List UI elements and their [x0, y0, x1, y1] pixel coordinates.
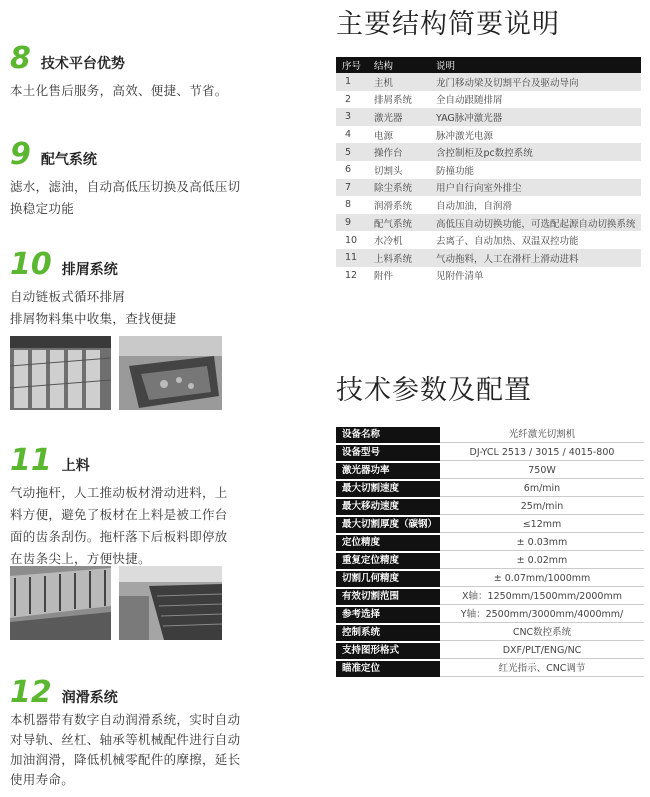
row-number: 6: [336, 161, 368, 179]
feature-9: [10, 137, 241, 220]
row-description: 防撞功能: [430, 161, 641, 179]
spec-row: [336, 481, 644, 499]
table-row: [336, 249, 641, 267]
row-description: 自动加油，自润滑: [430, 196, 641, 214]
table-row: [336, 73, 641, 91]
table-row: [336, 143, 641, 161]
specs-table: [336, 427, 644, 679]
table-row: [336, 108, 641, 126]
row-number: 8: [336, 196, 368, 214]
spec-label: 激光器功率: [336, 463, 440, 479]
spec-value: ± 0.07mm/1000mm: [440, 571, 644, 587]
spec-row: [336, 445, 644, 463]
spec-row: [336, 499, 644, 517]
spec-label: 支持图形格式: [336, 643, 440, 659]
spec-value: ± 0.02mm: [440, 553, 644, 569]
spec-label: 定位精度: [336, 535, 440, 551]
feature-description: 本机器带有数字自动润滑系统，实时自动 对导轨、丝杠、轴承等机械配件进行自动 加油润滑，降低机械零配件的摩擦，延长 使用寿命。: [10, 712, 241, 787]
table-row: [336, 231, 641, 249]
table-row: [336, 179, 641, 197]
spec-row: [336, 571, 644, 589]
table-row: [336, 267, 641, 285]
row-structure: 配气系统: [368, 214, 430, 232]
feature-description: 气动拖杆，人工推动板材滑动进料，上 料方便，避免了板材在上料是被工作台 面的齿条刮伤。拖杆落下后板料即停放 在齿条尖上，方便快捷。: [10, 485, 228, 566]
spec-label: 有效切割范围: [336, 589, 440, 605]
spec-value: ≤12mm: [440, 517, 644, 533]
row-description: 见附件清单: [430, 267, 641, 285]
row-structure: 主机: [368, 73, 430, 91]
feature-number: 10: [10, 247, 52, 282]
table-header-row: [336, 57, 641, 73]
row-number: 12: [336, 267, 368, 285]
spec-label: 设备型号: [336, 445, 440, 461]
row-structure: 附件: [368, 267, 430, 285]
spec-row: [336, 661, 644, 679]
row-structure: 水冷机: [368, 231, 430, 249]
row-structure: 操作台: [368, 143, 430, 161]
table-row: [336, 214, 641, 232]
column-header: 序号: [336, 57, 368, 73]
spec-row: [336, 463, 644, 481]
column-header: 结构: [368, 57, 430, 73]
specs-section-title: 技术参数及配置: [336, 375, 532, 406]
feature-title: 上料: [61, 458, 90, 474]
spec-value: Y轴：2500mm/3000mm/4000mm/: [440, 607, 644, 623]
spec-value: DXF/PLT/ENG/NC: [440, 643, 644, 659]
row-number: 3: [336, 108, 368, 126]
row-number: 7: [336, 179, 368, 197]
chip-conveyor-photo-2: [119, 336, 222, 410]
row-description: 龙门移动梁及切割平台及驱动导向: [430, 73, 641, 91]
feature-11: [10, 443, 228, 570]
spec-row: [336, 427, 644, 445]
row-number: 9: [336, 214, 368, 232]
spec-value: 25m/min: [440, 499, 644, 515]
row-description: 脉冲激光电源: [430, 126, 641, 144]
table-row: [336, 126, 641, 144]
spec-value: ± 0.03mm: [440, 535, 644, 551]
table-row: [336, 161, 641, 179]
row-structure: 上料系统: [368, 249, 430, 267]
feature-number: 12: [10, 675, 52, 710]
spec-value: 750W: [440, 463, 644, 479]
row-number: 4: [336, 126, 368, 144]
row-description: 高低压自动切换功能，可选配起源自动切换系统: [430, 214, 641, 232]
spec-value: X轴：1250mm/1500mm/2000mm: [440, 589, 644, 605]
spec-row: [336, 589, 644, 607]
feature-title: 润滑系统: [61, 690, 118, 706]
spec-label: 切割几何精度: [336, 571, 440, 587]
row-description: 气动拖料，人工在滑杆上滑动进料: [430, 249, 641, 267]
spec-value: 红光指示、CNC调节: [440, 661, 644, 677]
row-description: 全自动跟随排屑: [430, 91, 641, 109]
spec-row: [336, 643, 644, 661]
feature-number: 8: [10, 41, 31, 76]
row-structure: 激光器: [368, 108, 430, 126]
structure-section-title: 主要结构简要说明: [336, 9, 560, 40]
row-number: 11: [336, 249, 368, 267]
spec-row: [336, 535, 644, 553]
column-header: 说明: [430, 57, 641, 73]
table-row: [336, 91, 641, 109]
spec-label: 控制系统: [336, 625, 440, 641]
spec-label: 重复定位精度: [336, 553, 440, 569]
feature-title: 技术平台优势: [40, 56, 125, 72]
feature-10: [10, 247, 177, 330]
row-structure: 润滑系统: [368, 196, 430, 214]
row-structure: 除尘系统: [368, 179, 430, 197]
chip-conveyor-photo-1: [10, 336, 111, 410]
row-description: YAG脉冲激光器: [430, 108, 641, 126]
spec-value: DJ-YCL 2513 / 3015 / 4015-800: [440, 445, 644, 461]
spec-row: [336, 625, 644, 643]
spec-value: 6m/min: [440, 481, 644, 497]
row-structure: 切割头: [368, 161, 430, 179]
loading-photo-2: [119, 566, 222, 640]
feature-title: 排屑系统: [61, 262, 118, 278]
row-number: 1: [336, 73, 368, 91]
spec-label: 参考选择: [336, 607, 440, 623]
spec-value: CNC数控系统: [440, 625, 644, 641]
row-structure: 排屑系统: [368, 91, 430, 109]
feature-description: 本土化售后服务，高效、便捷、节省。: [10, 83, 228, 98]
feature-title: 配气系统: [40, 152, 97, 168]
feature-description: 自动链板式循环排屑 排屑物料集中收集，查找便捷: [10, 289, 177, 326]
spec-row: [336, 553, 644, 571]
spec-label: 最大切割速度: [336, 481, 440, 497]
row-number: 10: [336, 231, 368, 249]
loading-photo-1: [10, 566, 111, 640]
row-structure: 电源: [368, 126, 430, 144]
row-description: 含控制柜及pc数控系统: [430, 143, 641, 161]
row-description: 去离子、自动加热、双温双控功能: [430, 231, 641, 249]
feature-8: [10, 41, 228, 102]
row-description: 用户自行向室外排尘: [430, 179, 641, 197]
feature-number: 11: [10, 443, 52, 478]
row-number: 2: [336, 91, 368, 109]
spec-row: [336, 517, 644, 535]
table-row: [336, 196, 641, 214]
feature-12: [10, 675, 241, 790]
spec-label: 瞄准定位: [336, 661, 440, 677]
spec-label: 最大移动速度: [336, 499, 440, 515]
feature-description: 滤水，滤油，自动高低压切换及高低压切 换稳定功能: [10, 179, 241, 216]
spec-label: 设备名称: [336, 427, 440, 443]
row-number: 5: [336, 143, 368, 161]
spec-value: 光纤激光切割机: [440, 427, 644, 443]
spec-row: [336, 607, 644, 625]
feature-number: 9: [10, 137, 31, 172]
structure-table: [336, 57, 641, 284]
spec-label: 最大切割厚度（碳钢）: [336, 517, 440, 533]
